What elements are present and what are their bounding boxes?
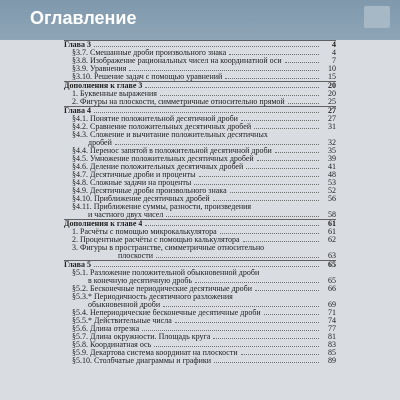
toc-page-number: 25 xyxy=(328,97,336,106)
toc-entry xyxy=(64,57,336,65)
toc-entry-title: плоскости xyxy=(118,252,154,260)
toc-page-number: 74 xyxy=(328,316,336,325)
dot-leader xyxy=(163,305,319,307)
toc-page-number: 77 xyxy=(328,324,336,333)
dot-leader xyxy=(255,289,319,291)
toc-page-number: 65 xyxy=(328,260,336,269)
dot-leader xyxy=(154,345,319,347)
toc-chapter-heading xyxy=(64,40,336,49)
toc-page-number: 15 xyxy=(328,72,336,81)
toc-chapter-heading xyxy=(64,106,336,115)
toc-page-number: 61 xyxy=(328,227,336,236)
header-band xyxy=(0,0,400,40)
dot-leader xyxy=(241,353,319,355)
toc-entry xyxy=(64,49,336,57)
toc-entry-title: §5.8. Координатная ось xyxy=(72,341,152,349)
toc-page-number: 48 xyxy=(328,170,336,179)
toc-entry-title: §4.11. Приближение суммы, разности, произведения xyxy=(72,203,252,211)
toc-chapter-heading xyxy=(64,81,336,90)
toc-entry-title: Глава 4 xyxy=(64,107,91,115)
toc-entry xyxy=(64,309,336,317)
toc-entry-title: 1. Буквенные выражения xyxy=(72,90,157,98)
toc-entry xyxy=(64,325,336,333)
toc-page-number: 20 xyxy=(328,89,336,98)
dot-leader xyxy=(94,265,319,267)
dot-leader xyxy=(195,281,319,283)
page-title: Оглавление xyxy=(30,8,137,28)
toc-entry xyxy=(64,349,336,357)
toc-page-number: 41 xyxy=(328,162,336,171)
dot-leader xyxy=(230,191,319,193)
toc-entry-title: Дополнения к главе 4 xyxy=(64,220,143,228)
dot-leader xyxy=(194,183,319,185)
toc-entry-title: §4.8. Сложные задачи на проценты xyxy=(72,179,192,187)
toc-entry-title: Дополнения к главе 3 xyxy=(64,82,143,90)
toc-page-number: 61 xyxy=(328,219,336,228)
toc-entry-title: 2. Фигуры на плоскости, симметричные относительно прямой xyxy=(72,98,285,106)
toc-entry-title: Глава 3 xyxy=(64,41,91,49)
toc-page-number: 85 xyxy=(328,348,336,357)
toc-page-number: 4 xyxy=(332,40,336,49)
toc-entry xyxy=(64,73,336,81)
toc-entry xyxy=(64,147,336,155)
dot-leader xyxy=(115,143,319,145)
toc-entry-title: §4.2. Сравнение положительных десятичных дробей xyxy=(72,123,252,131)
dot-leader xyxy=(166,215,319,217)
toc-entry xyxy=(64,333,336,341)
toc-entry-title: §4.6. Деление положительных десятичных дробей xyxy=(72,163,244,171)
dot-leader xyxy=(175,321,319,323)
toc-entry xyxy=(64,123,336,131)
toc-entry-title: §4.1. Понятие положительной десятичной дроби xyxy=(72,115,238,123)
toc-entry xyxy=(64,179,336,187)
toc-entry xyxy=(64,341,336,349)
toc-page-number: 4 xyxy=(332,48,336,57)
dot-leader xyxy=(285,61,319,63)
toc-entry xyxy=(64,98,336,106)
toc-page-number: 81 xyxy=(328,332,336,341)
toc-entry-title: §4.9. Десятичные дроби произвольного знака xyxy=(72,187,227,195)
toc-chapter-heading xyxy=(64,219,336,228)
toc-page-number: 69 xyxy=(328,300,336,309)
toc-entry xyxy=(64,244,336,252)
toc-entry xyxy=(64,357,336,365)
toc-entry-title: и частного двух чисел xyxy=(88,211,164,219)
dot-leader xyxy=(220,232,319,234)
toc-entry-title: §5.1. Разложение положительной обыкновенной дроби xyxy=(72,269,260,277)
toc-entry xyxy=(64,163,336,171)
toc-entry xyxy=(64,228,336,236)
toc-page-number: 71 xyxy=(328,308,336,317)
toc-entry-continuation xyxy=(64,211,336,219)
toc-page-number: 83 xyxy=(328,340,336,349)
toc-entry-title: 1. Расчёты с помощью микрокалькулятора xyxy=(72,228,217,236)
toc-entry-continuation xyxy=(64,277,336,285)
table-of-contents xyxy=(64,40,336,365)
dot-leader xyxy=(156,256,319,258)
toc-entry-title: 3. Фигуры в пространстве, симметричные относительно xyxy=(72,244,265,252)
dot-leader xyxy=(229,53,319,55)
toc-entry xyxy=(64,65,336,73)
toc-page-number: 89 xyxy=(328,356,336,365)
toc-entry xyxy=(64,187,336,195)
dot-leader xyxy=(241,119,319,121)
toc-entry-title: §5.10. Столбчатые диаграммы и графики xyxy=(72,357,212,365)
toc-page-number: 39 xyxy=(328,154,336,163)
toc-page-number: 66 xyxy=(328,284,336,293)
toc-page-number: 32 xyxy=(328,138,336,147)
dot-leader xyxy=(246,167,319,169)
toc-entry-title: обыкновенной дроби xyxy=(88,301,161,309)
toc-entry-title: §4.7. Десятичные дроби и проценты xyxy=(72,171,196,179)
toc-page-number: 10 xyxy=(328,64,336,73)
toc-entry-title: §5.5.* Действительные числа xyxy=(72,317,172,325)
toc-entry-continuation xyxy=(64,252,336,260)
dot-leader xyxy=(254,127,319,129)
dot-leader xyxy=(145,86,319,88)
toc-entry-continuation xyxy=(64,301,336,309)
toc-page-number: 56 xyxy=(328,194,336,203)
toc-page-number: 53 xyxy=(328,178,336,187)
dot-leader xyxy=(257,159,319,161)
dot-leader xyxy=(214,361,319,363)
toc-entry-title: в конечную десятичную дробь xyxy=(88,277,193,285)
dot-leader xyxy=(145,224,319,226)
toc-entry xyxy=(64,115,336,123)
toc-entry xyxy=(64,90,336,98)
toc-entry-title: §4.3. Сложение и вычитание положительных десятичных xyxy=(72,131,268,139)
toc-entry xyxy=(64,269,336,277)
dot-leader xyxy=(213,337,319,339)
dot-leader xyxy=(129,69,319,71)
dot-leader xyxy=(288,102,319,104)
toc-entry xyxy=(64,236,336,244)
toc-entry xyxy=(64,317,336,325)
toc-entry-title: Глава 5 xyxy=(64,261,91,269)
toc-entry xyxy=(64,293,336,301)
toc-entry-title: §3.10. Решение задач с помощью уравнений xyxy=(72,73,223,81)
toc-entry xyxy=(64,203,336,211)
toc-entry-title: §3.9. Уравнения xyxy=(72,65,127,73)
toc-entry-continuation xyxy=(64,139,336,147)
toc-entry-title: §5.7. Длина окружности. Площадь круга xyxy=(72,333,211,341)
toc-entry-title: §3.7. Смешанные дроби произвольного знака xyxy=(72,49,227,57)
toc-page-number: 62 xyxy=(328,235,336,244)
toc-chapter-heading xyxy=(64,260,336,269)
toc-entry-title: §5.2. Бесконечные периодические десятичные дроби xyxy=(72,285,252,293)
toc-entry xyxy=(64,131,336,139)
toc-entry-title: §5.3.* Периодичность десятичного разложения xyxy=(72,293,233,301)
dot-leader xyxy=(94,111,319,113)
dot-leader xyxy=(264,313,319,315)
toc-entry-title: §4.5. Умножение положительных десятичных дробей xyxy=(72,155,254,163)
toc-entry-title: §5.6. Длина отрезка xyxy=(72,325,140,333)
dot-leader xyxy=(213,199,319,201)
dot-leader xyxy=(142,329,319,331)
toc-entry-title: §4.10. Приближение десятичных дробей xyxy=(72,195,210,203)
toc-page-number: 7 xyxy=(332,56,336,65)
toc-entry xyxy=(64,171,336,179)
toc-entry xyxy=(64,195,336,203)
toc-page-number: 58 xyxy=(328,210,336,219)
toc-page-number: 27 xyxy=(328,106,336,115)
toc-page-number: 52 xyxy=(328,186,336,195)
toc-page-number: 65 xyxy=(328,276,336,285)
toc-entry-title: дробей xyxy=(88,139,112,147)
dot-leader xyxy=(160,94,319,96)
toc-page-number: 31 xyxy=(328,122,336,131)
dot-leader xyxy=(243,240,319,242)
toc-entry-title: 2. Процентные расчёты с помощью калькулятора xyxy=(72,236,240,244)
toc-entry-title: §5.4. Непериодические бесконечные десятичные дроби xyxy=(72,309,261,317)
dot-leader xyxy=(94,45,319,47)
dot-leader xyxy=(199,175,319,177)
toc-page-number: 35 xyxy=(328,146,336,155)
dot-leader xyxy=(275,151,319,153)
toc-page-number: 20 xyxy=(328,81,336,90)
toc-entry xyxy=(64,285,336,293)
toc-page-number: 63 xyxy=(328,251,336,260)
header-decoration xyxy=(364,6,390,28)
toc-entry xyxy=(64,155,336,163)
toc-page-number: 27 xyxy=(328,114,336,123)
toc-entry-title: §3.8. Изображение рациональных чисел на координатной оси xyxy=(72,57,282,65)
toc-entry-title: §4.4. Перенос запятой в положительной десятичной дроби xyxy=(72,147,272,155)
toc-entry-title: §5.9. Декартова система координат на плоскости xyxy=(72,349,238,357)
dot-leader xyxy=(225,77,319,79)
